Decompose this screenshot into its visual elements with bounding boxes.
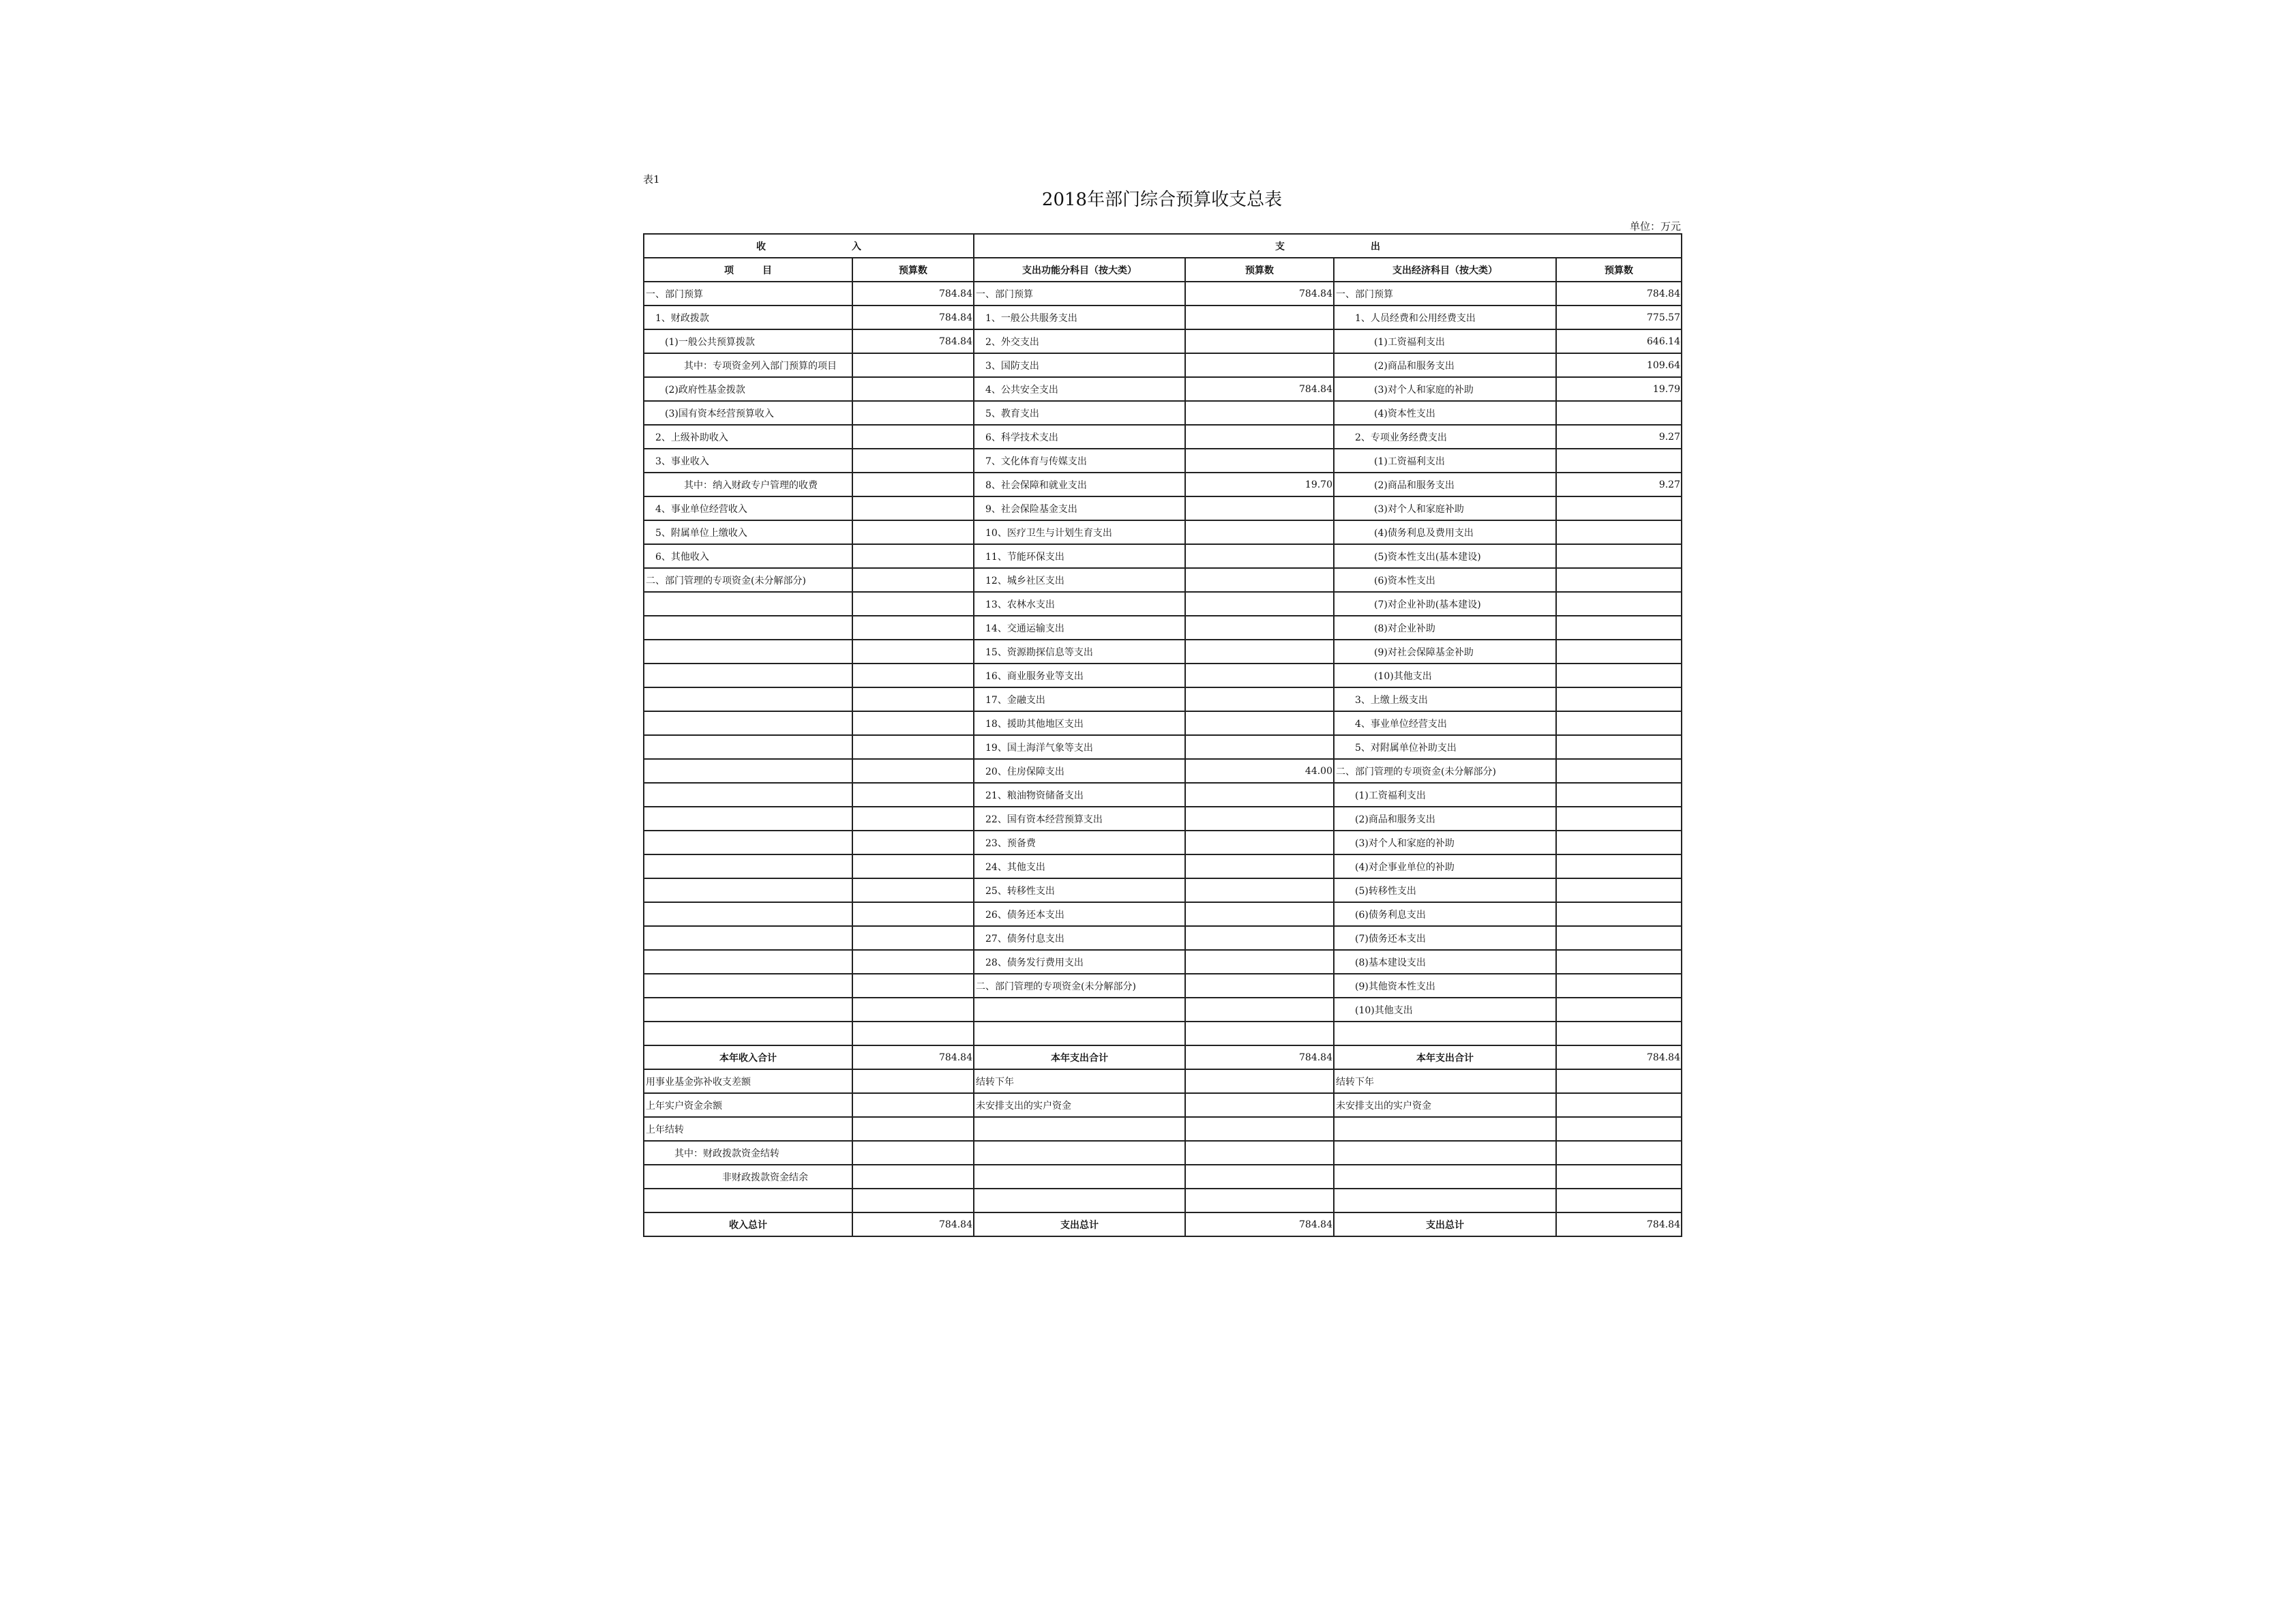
func-subject-cell: 24、其他支出	[974, 854, 1185, 878]
econ-subject-cell: (7)对企业补助(基本建设)	[1334, 592, 1556, 616]
econ-subject-cell: 5、对附属单位补助支出	[1334, 735, 1556, 759]
col-header-item: 项 目	[644, 258, 852, 282]
table-row	[644, 902, 1682, 926]
income-item-cell: 其中：纳入财政专户管理的收费	[644, 473, 852, 496]
func-budget-cell	[1185, 950, 1334, 974]
econ-budget-cell: 109.64	[1556, 353, 1682, 377]
income-budget-cell	[852, 902, 974, 926]
econ-budget-cell: 9.27	[1556, 425, 1682, 449]
page-title: 2018年部门综合预算收支总表	[1041, 190, 1283, 210]
econ-subject-cell: 2、专项业务经费支出	[1334, 425, 1556, 449]
income-item-cell: 其中：专项资金列入部门预算的项目	[644, 353, 852, 377]
group-header-row	[644, 234, 1682, 258]
func-subject-cell: 一、部门预算	[974, 282, 1185, 306]
income-item-cell: 一、部门预算	[644, 282, 852, 306]
econ-budget-cell	[1556, 950, 1682, 974]
econ-budget-cell	[1556, 449, 1682, 473]
func-budget-cell: 784.84	[1185, 282, 1334, 306]
income-budget-cell	[852, 1069, 974, 1093]
table-row	[644, 544, 1682, 568]
col-header-econ-subject: 支出经济科目（按大类）	[1334, 258, 1556, 282]
func-subject-cell: 本年支出合计	[974, 1045, 1185, 1069]
func-budget-cell	[1185, 496, 1334, 520]
econ-subject-cell: (2)商品和服务支出	[1334, 807, 1556, 831]
table-row	[644, 329, 1682, 353]
func-budget-cell	[1185, 1093, 1334, 1117]
func-subject-cell: 27、债务付息支出	[974, 926, 1185, 950]
income-item-cell: 4、事业单位经营收入	[644, 496, 852, 520]
func-subject-cell: 20、住房保障支出	[974, 759, 1185, 783]
table-number: 表1	[643, 173, 660, 185]
econ-budget-cell	[1556, 926, 1682, 950]
table-row	[644, 1093, 1682, 1117]
econ-budget-cell: 784.84	[1556, 282, 1682, 306]
table-row	[644, 854, 1682, 878]
econ-budget-cell	[1556, 592, 1682, 616]
table-row	[644, 616, 1682, 640]
income-item-cell	[644, 902, 852, 926]
table-row	[644, 664, 1682, 687]
income-item-cell	[644, 807, 852, 831]
econ-subject-cell: (10)其他支出	[1334, 998, 1556, 1022]
func-budget-cell: 784.84	[1185, 1045, 1334, 1069]
table-row	[644, 735, 1682, 759]
func-budget-cell: 19.70	[1185, 473, 1334, 496]
econ-subject-cell: (2)商品和服务支出	[1334, 353, 1556, 377]
income-item-cell: 上年实户资金余额	[644, 1093, 852, 1117]
income-budget-cell	[852, 926, 974, 950]
income-budget-cell	[852, 1165, 974, 1189]
econ-budget-cell	[1556, 544, 1682, 568]
econ-subject-cell: 未安排支出的实户资金	[1334, 1093, 1556, 1117]
econ-subject-cell: (3)对个人和家庭的补助	[1334, 377, 1556, 401]
income-budget-cell: 784.84	[852, 306, 974, 329]
econ-subject-cell: (6)债务利息支出	[1334, 902, 1556, 926]
econ-subject-cell: (1)工资福利支出	[1334, 449, 1556, 473]
income-budget-cell	[852, 687, 974, 711]
col-header-func-budget: 预算数	[1185, 258, 1334, 282]
table-row	[644, 998, 1682, 1022]
table-row	[644, 1189, 1682, 1212]
func-subject-cell: 23、预备费	[974, 831, 1185, 854]
func-subject-cell: 1、一般公共服务支出	[974, 306, 1185, 329]
econ-subject-cell: (4)对企事业单位的补助	[1334, 854, 1556, 878]
econ-budget-cell	[1556, 1069, 1682, 1093]
income-item-cell	[644, 831, 852, 854]
econ-subject-cell: 结转下年	[1334, 1069, 1556, 1093]
func-budget-cell	[1185, 687, 1334, 711]
income-item-cell: 二、部门管理的专项资金(未分解部分)	[644, 568, 852, 592]
func-budget-cell: 44.00	[1185, 759, 1334, 783]
income-budget-cell	[852, 1117, 974, 1141]
income-item-cell	[644, 950, 852, 974]
func-subject-cell	[974, 1141, 1185, 1165]
table-row	[644, 878, 1682, 902]
econ-subject-cell: 一、部门预算	[1334, 282, 1556, 306]
table-row	[644, 950, 1682, 974]
income-item-cell	[644, 664, 852, 687]
func-budget-cell	[1185, 926, 1334, 950]
col-header-income-budget: 预算数	[852, 258, 974, 282]
table-row	[644, 926, 1682, 950]
income-budget-cell	[852, 664, 974, 687]
econ-budget-cell: 646.14	[1556, 329, 1682, 353]
econ-budget-cell: 19.79	[1556, 377, 1682, 401]
econ-subject-cell: 1、人员经费和公用经费支出	[1334, 306, 1556, 329]
income-item-cell	[644, 854, 852, 878]
income-item-cell: 2、上级补助收入	[644, 425, 852, 449]
func-budget-cell	[1185, 664, 1334, 687]
table-row	[644, 1141, 1682, 1165]
table-row	[644, 306, 1682, 329]
econ-subject-cell: (8)基本建设支出	[1334, 950, 1556, 974]
table-row	[644, 1117, 1682, 1141]
table-row	[644, 974, 1682, 998]
econ-budget-cell	[1556, 711, 1682, 735]
unit-label: 单位：万元	[1629, 220, 1681, 233]
econ-subject-cell: (2)商品和服务支出	[1334, 473, 1556, 496]
econ-subject-cell	[1334, 1117, 1556, 1141]
income-item-cell: 1、财政拨款	[644, 306, 852, 329]
income-budget-cell	[852, 998, 974, 1022]
econ-budget-cell	[1556, 854, 1682, 878]
table-row	[644, 520, 1682, 544]
income-budget-cell	[852, 377, 974, 401]
func-subject-cell: 14、交通运输支出	[974, 616, 1185, 640]
table-row	[644, 353, 1682, 377]
econ-subject-cell: 二、部门管理的专项资金(未分解部分)	[1334, 759, 1556, 783]
income-budget-cell	[852, 759, 974, 783]
func-subject-cell: 12、城乡社区支出	[974, 568, 1185, 592]
econ-subject-cell: (7)债务还本支出	[1334, 926, 1556, 950]
income-item-cell: 5、附属单位上缴收入	[644, 520, 852, 544]
econ-budget-cell	[1556, 687, 1682, 711]
income-budget-cell	[852, 878, 974, 902]
table-row	[644, 592, 1682, 616]
econ-subject-cell: 4、事业单位经营支出	[1334, 711, 1556, 735]
func-budget-cell	[1185, 616, 1334, 640]
table-row	[644, 377, 1682, 401]
table-row	[644, 783, 1682, 807]
func-budget-cell	[1185, 831, 1334, 854]
income-budget-cell	[852, 568, 974, 592]
table-row	[644, 282, 1682, 306]
table-row	[644, 711, 1682, 735]
func-subject-cell: 17、金融支出	[974, 687, 1185, 711]
table-row	[644, 687, 1682, 711]
econ-subject-cell: (1)工资福利支出	[1334, 783, 1556, 807]
income-budget-cell	[852, 735, 974, 759]
func-budget-cell	[1185, 1141, 1334, 1165]
grand-total-row	[644, 1212, 1682, 1236]
econ-subject-cell: (10)其他支出	[1334, 664, 1556, 687]
income-budget-cell	[852, 449, 974, 473]
econ-budget-cell	[1556, 878, 1682, 902]
income-item-cell: 本年收入合计	[644, 1045, 852, 1069]
func-budget-cell	[1185, 711, 1334, 735]
table-row	[644, 401, 1682, 425]
econ-budget-cell	[1556, 568, 1682, 592]
econ-subject-cell: (4)资本性支出	[1334, 401, 1556, 425]
econ-subject-cell	[1334, 1141, 1556, 1165]
income-item-cell: 上年结转	[644, 1117, 852, 1141]
func-budget-cell	[1185, 544, 1334, 568]
income-budget-cell	[852, 616, 974, 640]
income-item-cell	[644, 640, 852, 664]
func-budget-cell	[1185, 735, 1334, 759]
econ-subject-cell: (3)对个人和家庭的补助	[1334, 831, 1556, 854]
func-budget-cell	[1185, 568, 1334, 592]
func-subject-cell: 22、国有资本经营预算支出	[974, 807, 1185, 831]
col-header-func-subject: 支出功能分科目（按大类）	[974, 258, 1185, 282]
income-budget-cell	[852, 783, 974, 807]
econ-budget-cell	[1556, 759, 1682, 783]
func-subject-cell: 19、国土海洋气象等支出	[974, 735, 1185, 759]
func-budget-cell	[1185, 640, 1334, 664]
func-budget-cell	[1185, 425, 1334, 449]
income-item-cell	[644, 998, 852, 1022]
func-subject-cell	[974, 998, 1185, 1022]
econ-subject-cell: (9)其他资本性支出	[1334, 974, 1556, 998]
econ-budget-cell	[1556, 1022, 1682, 1045]
func-subject-cell: 7、文化体育与传媒支出	[974, 449, 1185, 473]
econ-subject-cell: (6)资本性支出	[1334, 568, 1556, 592]
income-budget-cell	[852, 496, 974, 520]
income-item-cell: 用事业基金弥补收支差额	[644, 1069, 852, 1093]
income-item-cell	[644, 735, 852, 759]
econ-budget-cell	[1556, 640, 1682, 664]
func-subject-cell: 未安排支出的实户资金	[974, 1093, 1185, 1117]
income-item-cell: (1)一般公共预算拨款	[644, 329, 852, 353]
func-budget-cell	[1185, 1022, 1334, 1045]
econ-budget-cell	[1556, 831, 1682, 854]
func-subject-cell: 结转下年	[974, 1069, 1185, 1093]
income-item-cell	[644, 878, 852, 902]
econ-subject-cell: (1)工资福利支出	[1334, 329, 1556, 353]
econ-subject-cell: (5)转移性支出	[1334, 878, 1556, 902]
econ-subject-cell: 支出总计	[1334, 1212, 1556, 1236]
table-row	[644, 1165, 1682, 1189]
func-budget-cell	[1185, 520, 1334, 544]
econ-budget-cell	[1556, 735, 1682, 759]
func-budget-cell	[1185, 353, 1334, 377]
func-budget-cell	[1185, 878, 1334, 902]
income-item-cell: 3、事业收入	[644, 449, 852, 473]
income-budget-cell	[852, 353, 974, 377]
func-subject-cell: 3、国防支出	[974, 353, 1185, 377]
income-budget-cell: 784.84	[852, 282, 974, 306]
func-subject-cell: 10、医疗卫生与计划生育支出	[974, 520, 1185, 544]
income-budget-cell	[852, 807, 974, 831]
econ-budget-cell	[1556, 783, 1682, 807]
func-subject-cell	[974, 1117, 1185, 1141]
func-budget-cell	[1185, 783, 1334, 807]
econ-budget-cell: 9.27	[1556, 473, 1682, 496]
func-subject-cell: 2、外交支出	[974, 329, 1185, 353]
econ-subject-cell	[1334, 1022, 1556, 1045]
income-item-cell	[644, 974, 852, 998]
func-subject-cell: 4、公共安全支出	[974, 377, 1185, 401]
func-subject-cell	[974, 1022, 1185, 1045]
econ-subject-cell: (4)债务利息及费用支出	[1334, 520, 1556, 544]
func-subject-cell: 8、社会保障和就业支出	[974, 473, 1185, 496]
func-subject-cell: 15、资源勘探信息等支出	[974, 640, 1185, 664]
func-budget-cell	[1185, 807, 1334, 831]
econ-subject-cell: (5)资本性支出(基本建设)	[1334, 544, 1556, 568]
income-budget-cell	[852, 592, 974, 616]
income-budget-cell	[852, 640, 974, 664]
func-budget-cell	[1185, 306, 1334, 329]
econ-budget-cell	[1556, 664, 1682, 687]
income-budget-cell	[852, 1189, 974, 1212]
func-subject-cell: 16、商业服务业等支出	[974, 664, 1185, 687]
econ-subject-cell: (9)对社会保障基金补助	[1334, 640, 1556, 664]
table-row	[644, 473, 1682, 496]
income-item-cell	[644, 616, 852, 640]
income-budget-cell	[852, 950, 974, 974]
income-budget-cell	[852, 1141, 974, 1165]
econ-subject-cell	[1334, 1165, 1556, 1189]
year-total-row	[644, 1045, 1682, 1069]
income-budget-cell	[852, 473, 974, 496]
table-row	[644, 568, 1682, 592]
income-item-cell: 收入总计	[644, 1212, 852, 1236]
func-budget-cell	[1185, 998, 1334, 1022]
income-budget-cell	[852, 425, 974, 449]
func-budget-cell	[1185, 902, 1334, 926]
func-subject-cell: 25、转移性支出	[974, 878, 1185, 902]
table-row	[644, 1069, 1682, 1093]
econ-budget-cell	[1556, 902, 1682, 926]
income-budget-cell	[852, 711, 974, 735]
func-budget-cell	[1185, 854, 1334, 878]
income-item-cell: 其中：财政拨款资金结转	[644, 1141, 852, 1165]
col-header-econ-budget: 预算数	[1556, 258, 1682, 282]
func-subject-cell: 28、债务发行费用支出	[974, 950, 1185, 974]
func-subject-cell: 18、援助其他地区支出	[974, 711, 1185, 735]
budget-table	[643, 233, 1682, 1237]
expense-group-header: 支 出	[974, 234, 1682, 258]
table-row	[644, 640, 1682, 664]
econ-subject-cell	[1334, 1189, 1556, 1212]
table-row	[644, 449, 1682, 473]
income-item-cell	[644, 592, 852, 616]
budget-table-body	[644, 234, 1682, 1236]
income-item-cell: 6、其他收入	[644, 544, 852, 568]
func-subject-cell: 支出总计	[974, 1212, 1185, 1236]
column-header-row	[644, 258, 1682, 282]
func-subject-cell: 6、科学技术支出	[974, 425, 1185, 449]
income-item-cell	[644, 759, 852, 783]
income-budget-cell	[852, 1093, 974, 1117]
func-budget-cell	[1185, 449, 1334, 473]
econ-budget-cell	[1556, 496, 1682, 520]
econ-budget-cell	[1556, 401, 1682, 425]
econ-subject-cell: (8)对企业补助	[1334, 616, 1556, 640]
econ-budget-cell	[1556, 1189, 1682, 1212]
econ-budget-cell	[1556, 1141, 1682, 1165]
func-subject-cell: 26、债务还本支出	[974, 902, 1185, 926]
econ-budget-cell	[1556, 616, 1682, 640]
income-budget-cell	[852, 401, 974, 425]
func-budget-cell	[1185, 401, 1334, 425]
income-item-cell: (3)国有资本经营预算收入	[644, 401, 852, 425]
table-row	[644, 425, 1682, 449]
func-subject-cell: 13、农林水支出	[974, 592, 1185, 616]
income-budget-cell	[852, 1022, 974, 1045]
func-budget-cell	[1185, 974, 1334, 998]
income-item-cell	[644, 926, 852, 950]
func-budget-cell	[1185, 1189, 1334, 1212]
func-budget-cell	[1185, 592, 1334, 616]
income-budget-cell	[852, 544, 974, 568]
table-row	[644, 831, 1682, 854]
func-subject-cell: 11、节能环保支出	[974, 544, 1185, 568]
func-subject-cell: 5、教育支出	[974, 401, 1185, 425]
income-budget-cell	[852, 831, 974, 854]
income-item-cell: 非财政拨款资金结余	[644, 1165, 852, 1189]
func-subject-cell: 9、社会保险基金支出	[974, 496, 1185, 520]
income-budget-cell	[852, 520, 974, 544]
func-subject-cell: 21、粮油物资储备支出	[974, 783, 1185, 807]
econ-budget-cell	[1556, 807, 1682, 831]
income-item-cell	[644, 1189, 852, 1212]
func-subject-cell	[974, 1165, 1185, 1189]
income-item-cell	[644, 1022, 852, 1045]
econ-budget-cell: 784.84	[1556, 1045, 1682, 1069]
func-budget-cell: 784.84	[1185, 1212, 1334, 1236]
func-budget-cell	[1185, 1117, 1334, 1141]
func-budget-cell	[1185, 329, 1334, 353]
func-budget-cell	[1185, 1069, 1334, 1093]
table-row	[644, 807, 1682, 831]
econ-budget-cell	[1556, 1117, 1682, 1141]
income-item-cell	[644, 687, 852, 711]
func-budget-cell: 784.84	[1185, 377, 1334, 401]
income-budget-cell: 784.84	[852, 1045, 974, 1069]
econ-budget-cell: 784.84	[1556, 1212, 1682, 1236]
income-budget-cell: 784.84	[852, 1212, 974, 1236]
table-row	[644, 1022, 1682, 1045]
econ-subject-cell: 本年支出合计	[1334, 1045, 1556, 1069]
func-budget-cell	[1185, 1165, 1334, 1189]
econ-budget-cell: 775.57	[1556, 306, 1682, 329]
table-row	[644, 759, 1682, 783]
econ-budget-cell	[1556, 998, 1682, 1022]
econ-subject-cell: (3)对个人和家庭补助	[1334, 496, 1556, 520]
econ-budget-cell	[1556, 1165, 1682, 1189]
econ-budget-cell	[1556, 1093, 1682, 1117]
econ-budget-cell	[1556, 520, 1682, 544]
income-item-cell	[644, 783, 852, 807]
income-group-header: 收 入	[644, 234, 974, 258]
func-subject-cell: 二、部门管理的专项资金(未分解部分)	[974, 974, 1185, 998]
table-row	[644, 496, 1682, 520]
econ-budget-cell	[1556, 974, 1682, 998]
income-budget-cell	[852, 974, 974, 998]
income-budget-cell	[852, 854, 974, 878]
income-item-cell	[644, 711, 852, 735]
econ-subject-cell: 3、上缴上级支出	[1334, 687, 1556, 711]
income-budget-cell: 784.84	[852, 329, 974, 353]
income-item-cell: (2)政府性基金拨款	[644, 377, 852, 401]
func-subject-cell	[974, 1189, 1185, 1212]
